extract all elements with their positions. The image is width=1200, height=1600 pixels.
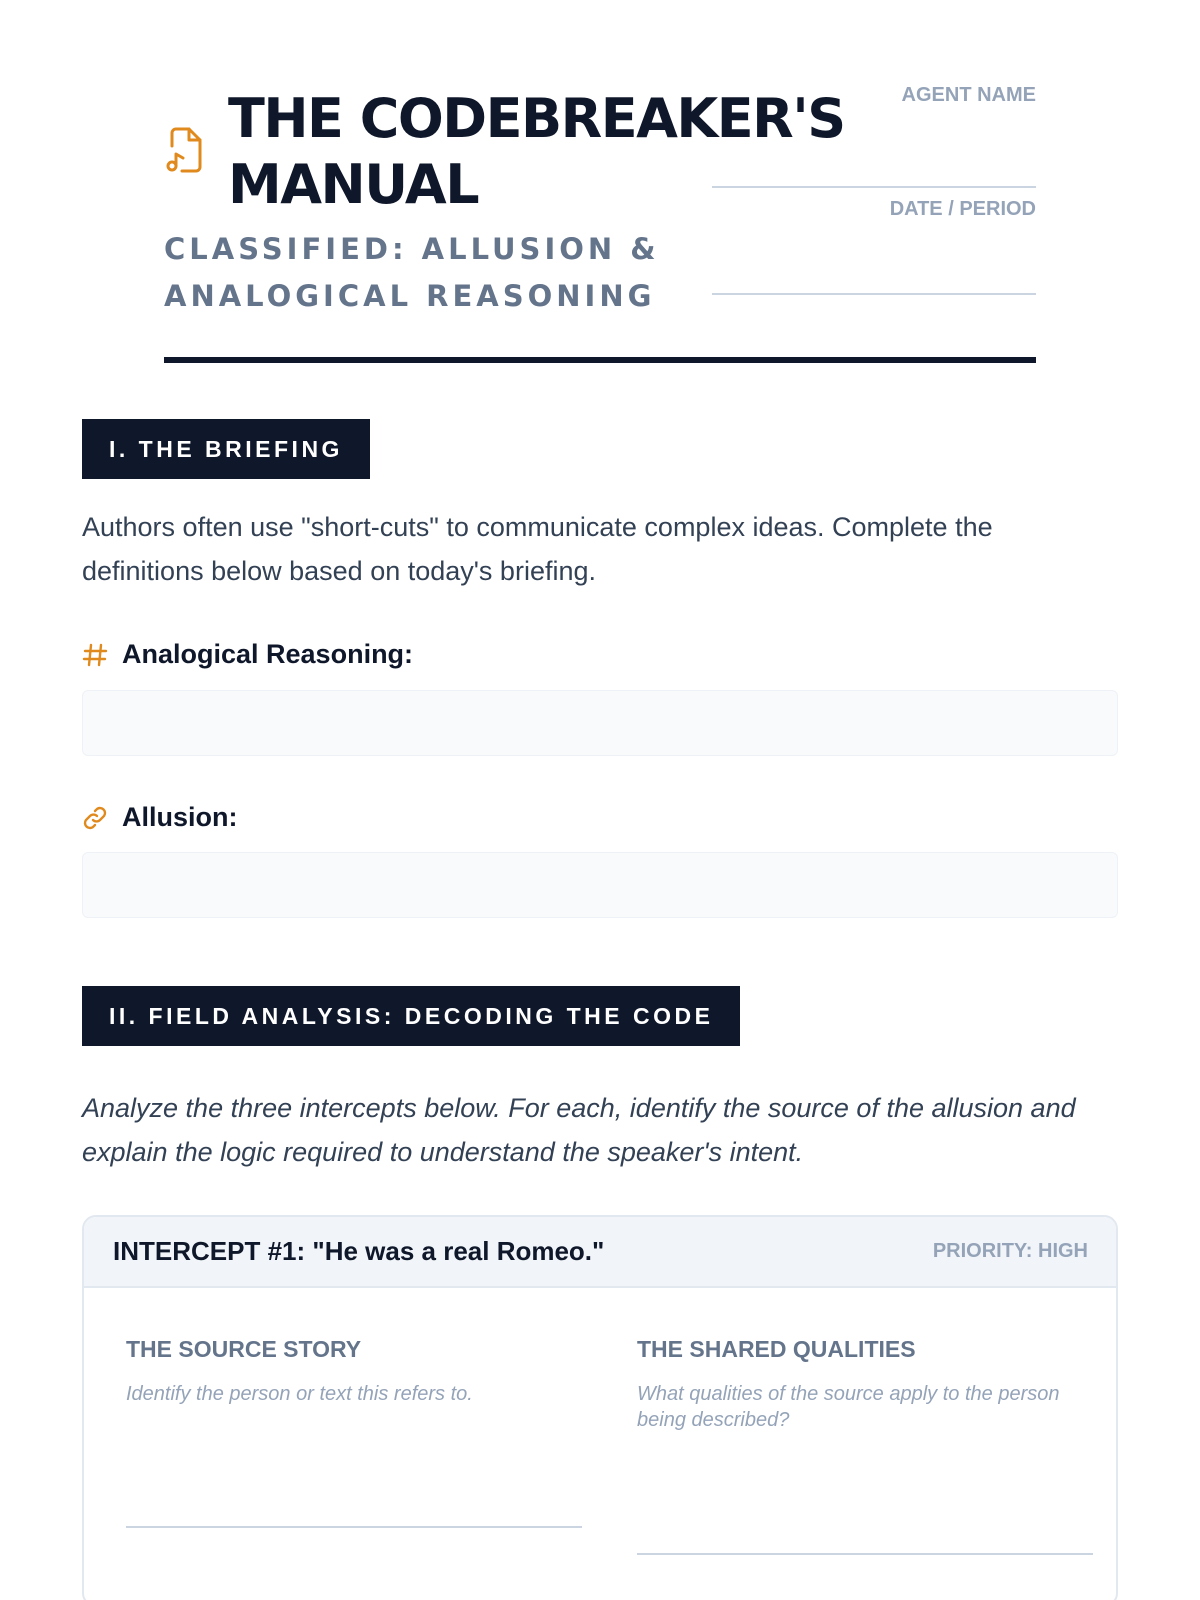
section-heading-field-analysis: II. FIELD ANALYSIS: DECODING THE CODE (82, 986, 740, 1046)
shared-qualities-title: THE SHARED QUALITIES (637, 1336, 916, 1362)
student-meta-fields (712, 80, 1036, 295)
header-divider (164, 357, 1036, 363)
source-story-column (126, 1336, 582, 1407)
intercept-card (82, 1215, 1118, 1600)
priority-badge: PRIORITY: HIGH (932, 1240, 1088, 1262)
date-period-label: DATE / PERIOD (889, 198, 1036, 220)
page-subtitle: CLASSIFIED: ALLUSION & ANALOGICAL REASONING (164, 232, 660, 313)
shared-qualities-answer-line[interactable] (637, 1553, 1093, 1555)
shared-qualities-hint: What qualities of the source apply to the person being described? (637, 1383, 1060, 1431)
section-heading-briefing: I. THE BRIEFING (82, 419, 370, 479)
agent-name-field[interactable] (712, 80, 1036, 188)
definition-label-text: Analogical Reasoning: (122, 639, 414, 669)
intercept-card-header (84, 1217, 1116, 1288)
definition-label-analogical (82, 639, 413, 670)
date-period-field[interactable] (712, 188, 1036, 295)
source-story-hint: Identify the person or text this refers to. (126, 1383, 473, 1405)
shared-qualities-column (637, 1336, 1093, 1433)
hash-icon (82, 642, 108, 668)
briefing-intro: Authors often use "short-cuts" to communicate complex ideas. Complete the definitions below based on today's briefing. (82, 512, 993, 586)
agent-name-label: AGENT NAME (901, 84, 1036, 106)
source-story-title: THE SOURCE STORY (126, 1336, 362, 1362)
definition-label-text: Allusion: (122, 802, 238, 832)
file-music-icon (164, 126, 204, 174)
analogical-reasoning-input[interactable] (82, 690, 1118, 756)
worksheet-header (82, 0, 1118, 365)
source-story-answer-line[interactable] (126, 1526, 582, 1528)
definition-label-allusion (82, 802, 238, 833)
allusion-input[interactable] (82, 852, 1118, 918)
page-title: THE CODEBREAKER'S MANUAL (228, 87, 845, 216)
intercept-title: INTERCEPT #1: "He was a real Romeo." (113, 1236, 605, 1266)
field-analysis-instructions: Analyze the three intercepts below. For each, identify the source of the allusion and explain the logic required to understand the speaker's intent. (82, 1093, 1076, 1167)
link-icon (82, 805, 108, 831)
